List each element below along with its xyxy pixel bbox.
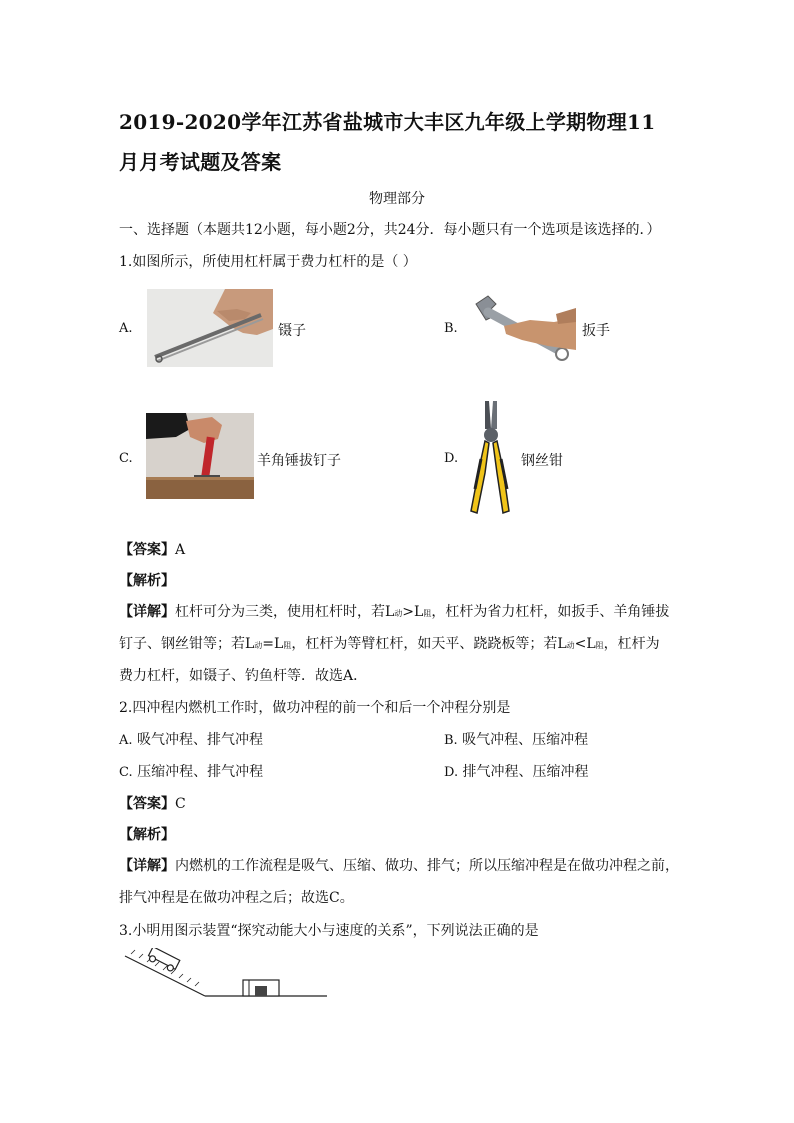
q3-stem: 3.小明用图示装置“探究动能大小与速度的关系”，下列说法正确的是 bbox=[119, 923, 539, 939]
q1-option-b-caption: 扳手 bbox=[582, 323, 610, 339]
option-letter: C. bbox=[119, 765, 133, 780]
q2-option-b bbox=[444, 729, 588, 749]
option-letter: A. bbox=[119, 733, 133, 748]
q2-detail-line1 bbox=[119, 855, 679, 875]
doc-title-line2: 月月考试题及答案 bbox=[119, 150, 282, 174]
option-text: 吸气冲程、排气冲程 bbox=[136, 732, 263, 748]
q1-answer bbox=[119, 539, 185, 559]
q2-option-d bbox=[444, 761, 589, 781]
detail-text: ，杠杆为省力杠杆，如扳手、羊角锤拔 bbox=[431, 604, 670, 620]
detail-tag: 【详解】 bbox=[119, 604, 175, 620]
detail-text: ，杠杆为 bbox=[603, 636, 660, 652]
q1-detail-line1 bbox=[119, 601, 669, 621]
doc-title-line1: 2019-2020学年江苏省盐城市大丰区九年级上学期物理11 bbox=[119, 110, 656, 134]
answer-value: C bbox=[175, 796, 186, 812]
q1-option-a-letter: A. bbox=[119, 321, 133, 336]
section-title: 物理部分 bbox=[369, 191, 425, 207]
option-letter: B. bbox=[444, 733, 458, 748]
subscript: 动 bbox=[394, 609, 403, 618]
detail-text: >L bbox=[402, 604, 424, 620]
option-text: 压缩冲程、排气冲程 bbox=[137, 764, 264, 780]
detail-text: 杠杆可分为三类，使用杠杆时，若L bbox=[175, 604, 395, 620]
q1-option-c-caption: 羊角锤拔钉子 bbox=[257, 453, 341, 469]
q1-detail-line3: 费力杠杆，如镊子、钓鱼杆等．故选A． bbox=[119, 668, 368, 684]
q1-option-d-caption: 钢丝钳 bbox=[521, 453, 563, 469]
detail-tag: 【详解】 bbox=[119, 858, 175, 874]
q1-option-c-letter: C. bbox=[119, 451, 133, 466]
option-text: 排气冲程、压缩冲程 bbox=[462, 764, 589, 780]
answer-tag: 【答案】 bbox=[119, 796, 175, 812]
subscript: 动 bbox=[254, 641, 263, 650]
q1-option-d-letter: D. bbox=[444, 451, 459, 466]
q2-stem: 2.四冲程内燃机工作时，做功冲程的前一个和后一个冲程分别是 bbox=[119, 700, 511, 716]
q2-option-a bbox=[119, 729, 263, 749]
pliers-photo-icon bbox=[463, 399, 518, 517]
q1-stem: 1.如图所示，所使用杠杆属于费力杠杆的是（ ） bbox=[119, 254, 417, 270]
detail-text: 钉子、钢丝钳等；若L bbox=[119, 636, 255, 652]
answer-value: A bbox=[175, 542, 186, 558]
detail-text: 内燃机的工作流程是吸气、压缩、做功、排气；所以压缩冲程是在做功冲程之前， bbox=[175, 858, 679, 874]
incline-apparatus-diagram bbox=[121, 948, 331, 1000]
part-heading: 一、选择题（本题共12小题，每小题2分，共24分．每小题只有一个选项是该选择的．） bbox=[119, 222, 661, 238]
q1-detail-line2 bbox=[119, 633, 660, 653]
subscript: 阻 bbox=[283, 641, 292, 650]
q2-option-c bbox=[119, 761, 263, 781]
subscript: 动 bbox=[566, 641, 575, 650]
q1-option-b-letter: B. bbox=[444, 321, 458, 336]
q1-analysis-tag: 【解析】 bbox=[119, 573, 175, 589]
option-letter: D. bbox=[444, 765, 459, 780]
subscript: 阻 bbox=[423, 609, 432, 618]
claw-hammer-photo-icon bbox=[146, 413, 254, 499]
option-text: 吸气冲程、压缩冲程 bbox=[462, 732, 589, 748]
answer-tag: 【答案】 bbox=[119, 542, 175, 558]
wrench-photo-icon bbox=[470, 294, 576, 366]
detail-text: ，杠杆为等臂杠杆，如天平、跷跷板等；若L bbox=[291, 636, 567, 652]
detail-text: =L bbox=[262, 636, 284, 652]
tweezers-photo-icon bbox=[147, 289, 273, 367]
q2-detail-line2: 排气冲程是在做功冲程之后；故选C。 bbox=[119, 890, 354, 906]
q2-analysis-tag: 【解析】 bbox=[119, 827, 175, 843]
q1-option-a-caption: 镊子 bbox=[278, 323, 306, 339]
detail-text: <L bbox=[574, 636, 596, 652]
q2-answer bbox=[119, 793, 186, 813]
subscript: 阻 bbox=[595, 641, 604, 650]
